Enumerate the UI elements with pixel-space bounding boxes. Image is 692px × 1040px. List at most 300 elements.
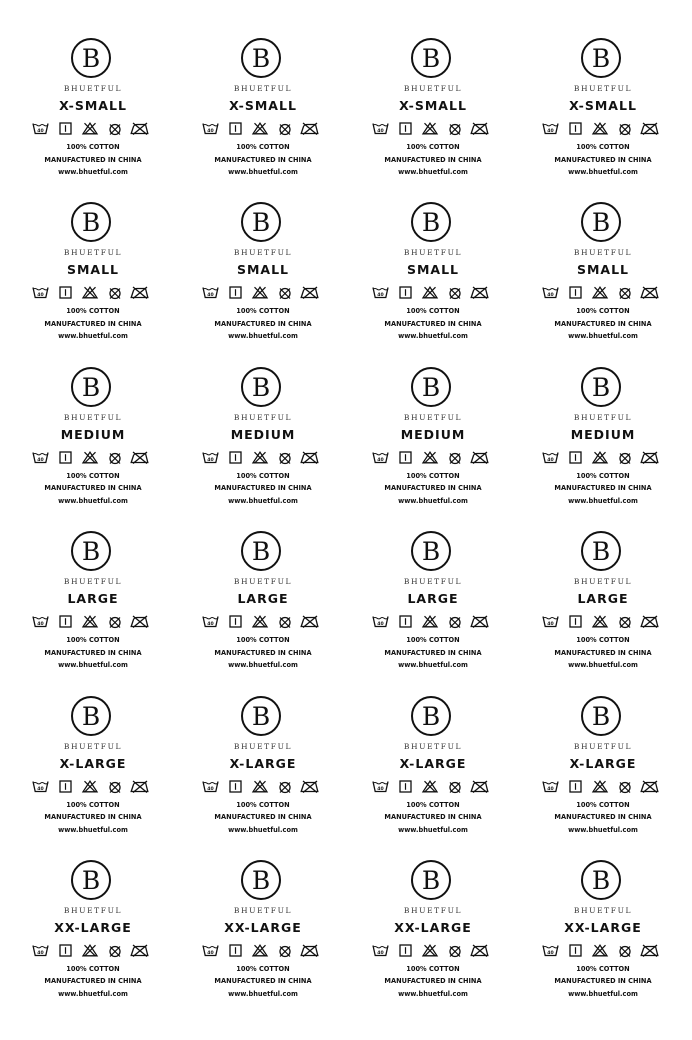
brand-name: BHUETFUL bbox=[403, 577, 463, 587]
do-not-dry-clean-icon bbox=[448, 286, 462, 300]
size-label: X-SMALL bbox=[569, 98, 637, 113]
brand-name: BHUETFUL bbox=[573, 84, 633, 93]
size-label: SMALL bbox=[236, 262, 290, 278]
brand-name: BHUETFUL bbox=[403, 412, 463, 422]
tumble-dry-icon bbox=[569, 944, 582, 957]
brand-name: BHUETFUL bbox=[63, 741, 123, 751]
clothing-label bbox=[8, 200, 178, 364]
do-not-dry-clean-icon bbox=[618, 122, 632, 136]
size-label: LARGE bbox=[237, 591, 289, 607]
brand-logo-icon: B bbox=[581, 531, 621, 571]
wash-temperature: 40 bbox=[207, 786, 214, 792]
material-text: 100% COTTON bbox=[406, 143, 460, 151]
website-text: www.bhuetful.com bbox=[228, 496, 298, 505]
clothing-label bbox=[8, 365, 178, 529]
brand-logo-icon: B bbox=[241, 38, 281, 78]
origin-text: MANUFACTURED IN CHINA bbox=[384, 977, 482, 986]
brand-logo-icon: B bbox=[581, 367, 621, 407]
wash-temperature: 40 bbox=[547, 457, 554, 463]
website-text: www.bhuetful.com bbox=[228, 825, 298, 834]
website-text: www.bhuetful.com bbox=[228, 332, 298, 341]
origin-text: MANUFACTURED IN CHINA bbox=[44, 484, 142, 493]
care-symbols bbox=[348, 780, 518, 796]
size-label: X-SMALL bbox=[59, 98, 127, 113]
origin-text: MANUFACTURED IN CHINA bbox=[214, 648, 312, 657]
wash-40-icon bbox=[202, 615, 219, 628]
care-symbols bbox=[348, 615, 518, 631]
do-not-dry-clean-icon bbox=[108, 286, 122, 300]
clothing-label bbox=[8, 858, 178, 1022]
wash-temperature: 40 bbox=[37, 622, 44, 628]
brand-name: BHUETFUL bbox=[63, 248, 123, 258]
care-symbols bbox=[518, 780, 688, 796]
wash-temperature: 40 bbox=[377, 786, 384, 792]
do-not-bleach-icon bbox=[592, 286, 608, 299]
do-not-bleach-icon bbox=[82, 944, 98, 957]
clothing-label bbox=[178, 36, 348, 200]
brand-name: BHUETFUL bbox=[233, 412, 293, 422]
origin-text: MANUFACTURED IN CHINA bbox=[554, 977, 652, 986]
clothing-label bbox=[518, 694, 688, 858]
tumble-dry-icon bbox=[399, 451, 412, 464]
brand-logo-icon: B bbox=[581, 38, 621, 78]
size-label: X-LARGE bbox=[399, 755, 467, 771]
care-symbols bbox=[8, 780, 178, 796]
brand-logo-icon: B bbox=[411, 367, 451, 407]
material-text: 100% COTTON bbox=[236, 471, 290, 480]
wash-temperature: 40 bbox=[377, 950, 384, 956]
do-not-iron-icon bbox=[300, 286, 319, 299]
website-text: www.bhuetful.com bbox=[398, 989, 468, 998]
brand-name: BHUETFUL bbox=[63, 577, 123, 587]
wash-temperature: 40 bbox=[37, 950, 44, 956]
website-text: www.bhuetful.com bbox=[568, 332, 638, 341]
brand-logo-icon: B bbox=[581, 696, 621, 736]
do-not-bleach-icon bbox=[252, 615, 268, 628]
do-not-iron-icon bbox=[470, 780, 489, 793]
website-text: www.bhuetful.com bbox=[398, 496, 468, 505]
wash-40-icon bbox=[202, 286, 219, 299]
brand-name: BHUETFUL bbox=[573, 412, 633, 422]
do-not-iron-icon bbox=[640, 615, 659, 628]
origin-text: MANUFACTURED IN CHINA bbox=[554, 813, 652, 822]
care-symbols bbox=[178, 451, 348, 467]
tumble-dry-icon bbox=[399, 780, 412, 793]
tumble-dry-icon bbox=[59, 286, 72, 299]
wash-40-icon bbox=[372, 122, 389, 135]
tumble-dry-icon bbox=[229, 944, 242, 957]
size-label: MEDIUM bbox=[60, 426, 126, 442]
material-text: 100% COTTON bbox=[236, 636, 290, 645]
brand-name: BHUETFUL bbox=[63, 412, 123, 422]
website-text: www.bhuetful.com bbox=[58, 332, 128, 341]
website-text: www.bhuetful.com bbox=[58, 825, 128, 834]
size-label: MEDIUM bbox=[230, 426, 296, 442]
brand-logo-icon: B bbox=[71, 531, 111, 571]
wash-40-icon bbox=[202, 780, 219, 793]
material-text: 100% COTTON bbox=[576, 471, 630, 480]
brand-name: BHUETFUL bbox=[403, 741, 463, 751]
brand-name: BHUETFUL bbox=[403, 84, 463, 93]
do-not-bleach-icon bbox=[422, 122, 438, 135]
care-symbols bbox=[178, 780, 348, 796]
tumble-dry-icon bbox=[59, 615, 72, 628]
origin-text: MANUFACTURED IN CHINA bbox=[214, 484, 312, 493]
do-not-bleach-icon bbox=[252, 122, 268, 135]
wash-40-icon bbox=[542, 122, 559, 135]
clothing-label bbox=[178, 694, 348, 858]
do-not-iron-icon bbox=[470, 286, 489, 299]
brand-name: BHUETFUL bbox=[573, 741, 633, 751]
size-label: X-LARGE bbox=[569, 755, 637, 771]
do-not-bleach-icon bbox=[82, 286, 98, 299]
material-text: 100% COTTON bbox=[236, 800, 290, 809]
material-text: 100% COTTON bbox=[576, 307, 630, 316]
tumble-dry-icon bbox=[59, 122, 72, 135]
material-text: 100% COTTON bbox=[236, 307, 290, 316]
size-label: XX-LARGE bbox=[564, 919, 642, 935]
tumble-dry-icon bbox=[569, 780, 582, 793]
clothing-label bbox=[8, 36, 178, 200]
tumble-dry-icon bbox=[229, 780, 242, 793]
clothing-label bbox=[518, 200, 688, 364]
do-not-iron-icon bbox=[640, 451, 659, 464]
wash-temperature: 40 bbox=[377, 622, 384, 628]
care-symbols bbox=[348, 286, 518, 302]
website-text: www.bhuetful.com bbox=[398, 661, 468, 670]
wash-40-icon bbox=[32, 780, 49, 793]
do-not-iron-icon bbox=[470, 615, 489, 628]
size-label: SMALL bbox=[66, 262, 120, 278]
do-not-iron-icon bbox=[470, 122, 489, 135]
wash-40-icon bbox=[32, 122, 49, 135]
material-text: 100% COTTON bbox=[406, 964, 460, 973]
do-not-bleach-icon bbox=[592, 451, 608, 464]
size-label: LARGE bbox=[407, 591, 459, 607]
website-text: www.bhuetful.com bbox=[228, 168, 298, 176]
tumble-dry-icon bbox=[59, 780, 72, 793]
origin-text: MANUFACTURED IN CHINA bbox=[214, 155, 312, 164]
clothing-label bbox=[348, 529, 518, 693]
clothing-label bbox=[518, 36, 688, 200]
website-text: www.bhuetful.com bbox=[398, 332, 468, 341]
do-not-iron-icon bbox=[130, 615, 149, 628]
material-text: 100% COTTON bbox=[236, 143, 290, 151]
brand-logo-icon: B bbox=[241, 202, 281, 242]
brand-logo-icon: B bbox=[71, 367, 111, 407]
tumble-dry-icon bbox=[399, 122, 412, 135]
clothing-label bbox=[8, 529, 178, 693]
size-label: XX-LARGE bbox=[394, 919, 472, 935]
wash-temperature: 40 bbox=[547, 950, 554, 956]
wash-40-icon bbox=[202, 944, 219, 957]
material-text: 100% COTTON bbox=[576, 964, 630, 973]
care-symbols bbox=[518, 286, 688, 302]
do-not-bleach-icon bbox=[422, 286, 438, 299]
do-not-bleach-icon bbox=[82, 780, 98, 793]
clothing-label bbox=[348, 36, 518, 200]
do-not-dry-clean-icon bbox=[278, 944, 292, 958]
material-text: 100% COTTON bbox=[576, 143, 630, 151]
tumble-dry-icon bbox=[569, 615, 582, 628]
origin-text: MANUFACTURED IN CHINA bbox=[44, 813, 142, 822]
tumble-dry-icon bbox=[399, 615, 412, 628]
brand-name: BHUETFUL bbox=[573, 248, 633, 258]
brand-logo-icon: B bbox=[241, 531, 281, 571]
do-not-bleach-icon bbox=[252, 286, 268, 299]
do-not-dry-clean-icon bbox=[108, 944, 122, 958]
material-text: 100% COTTON bbox=[66, 964, 120, 973]
tumble-dry-icon bbox=[229, 122, 242, 135]
do-not-iron-icon bbox=[300, 122, 319, 135]
do-not-bleach-icon bbox=[592, 615, 608, 628]
origin-text: MANUFACTURED IN CHINA bbox=[214, 977, 312, 986]
do-not-bleach-icon bbox=[422, 944, 438, 957]
do-not-iron-icon bbox=[640, 286, 659, 299]
origin-text: MANUFACTURED IN CHINA bbox=[44, 648, 142, 657]
origin-text: MANUFACTURED IN CHINA bbox=[554, 648, 652, 657]
brand-logo-icon: B bbox=[411, 38, 451, 78]
do-not-dry-clean-icon bbox=[278, 615, 292, 629]
brand-logo-icon: B bbox=[241, 367, 281, 407]
brand-logo-icon: B bbox=[241, 696, 281, 736]
care-symbols bbox=[178, 286, 348, 302]
do-not-dry-clean-icon bbox=[618, 944, 632, 958]
wash-temperature: 40 bbox=[207, 457, 214, 463]
material-text: 100% COTTON bbox=[66, 143, 120, 151]
do-not-iron-icon bbox=[300, 615, 319, 628]
size-label: X-SMALL bbox=[229, 98, 297, 113]
do-not-bleach-icon bbox=[422, 451, 438, 464]
clothing-label bbox=[178, 529, 348, 693]
website-text: www.bhuetful.com bbox=[398, 825, 468, 834]
wash-temperature: 40 bbox=[37, 457, 44, 463]
tumble-dry-icon bbox=[229, 286, 242, 299]
do-not-iron-icon bbox=[640, 780, 659, 793]
wash-40-icon bbox=[372, 944, 389, 957]
brand-name: BHUETFUL bbox=[233, 577, 293, 587]
tumble-dry-icon bbox=[59, 944, 72, 957]
do-not-dry-clean-icon bbox=[618, 451, 632, 465]
clothing-label bbox=[518, 365, 688, 529]
website-text: www.bhuetful.com bbox=[58, 168, 128, 176]
website-text: www.bhuetful.com bbox=[58, 661, 128, 670]
wash-40-icon bbox=[542, 451, 559, 464]
care-symbols bbox=[518, 944, 688, 960]
tumble-dry-icon bbox=[59, 451, 72, 464]
tumble-dry-icon bbox=[399, 944, 412, 957]
clothing-label bbox=[348, 694, 518, 858]
origin-text: MANUFACTURED IN CHINA bbox=[214, 319, 312, 328]
brand-logo-icon: B bbox=[71, 202, 111, 242]
wash-40-icon bbox=[542, 944, 559, 957]
do-not-iron-icon bbox=[130, 122, 149, 135]
tumble-dry-icon bbox=[229, 615, 242, 628]
origin-text: MANUFACTURED IN CHINA bbox=[44, 319, 142, 328]
brand-name: BHUETFUL bbox=[63, 905, 123, 915]
website-text: www.bhuetful.com bbox=[568, 496, 638, 505]
do-not-dry-clean-icon bbox=[448, 615, 462, 629]
size-label: SMALL bbox=[576, 262, 630, 278]
wash-temperature: 40 bbox=[547, 293, 554, 299]
brand-logo-icon: B bbox=[71, 38, 111, 78]
origin-text: MANUFACTURED IN CHINA bbox=[214, 813, 312, 822]
website-text: www.bhuetful.com bbox=[228, 989, 298, 998]
brand-name: BHUETFUL bbox=[233, 741, 293, 751]
brand-name: BHUETFUL bbox=[403, 905, 463, 915]
wash-temperature: 40 bbox=[377, 293, 384, 299]
do-not-bleach-icon bbox=[82, 451, 98, 464]
material-text: 100% COTTON bbox=[406, 636, 460, 645]
care-symbols bbox=[8, 451, 178, 467]
clothing-label bbox=[8, 694, 178, 858]
size-label: XX-LARGE bbox=[54, 919, 132, 935]
do-not-dry-clean-icon bbox=[108, 615, 122, 629]
origin-text: MANUFACTURED IN CHINA bbox=[384, 648, 482, 657]
wash-40-icon bbox=[372, 615, 389, 628]
do-not-iron-icon bbox=[300, 780, 319, 793]
care-symbols bbox=[348, 122, 518, 138]
do-not-iron-icon bbox=[470, 944, 489, 957]
do-not-iron-icon bbox=[130, 780, 149, 793]
brand-logo-icon: B bbox=[411, 860, 451, 900]
care-symbols bbox=[8, 944, 178, 960]
origin-text: MANUFACTURED IN CHINA bbox=[554, 155, 652, 164]
brand-name: BHUETFUL bbox=[233, 248, 293, 258]
wash-temperature: 40 bbox=[377, 457, 384, 463]
do-not-bleach-icon bbox=[422, 780, 438, 793]
wash-temperature: 40 bbox=[207, 293, 214, 299]
website-text: www.bhuetful.com bbox=[568, 661, 638, 670]
clothing-label bbox=[348, 365, 518, 529]
wash-temperature: 40 bbox=[37, 129, 44, 134]
brand-name: BHUETFUL bbox=[233, 905, 293, 915]
do-not-dry-clean-icon bbox=[448, 122, 462, 136]
material-text: 100% COTTON bbox=[66, 800, 120, 809]
do-not-iron-icon bbox=[300, 451, 319, 464]
do-not-iron-icon bbox=[130, 451, 149, 464]
wash-40-icon bbox=[32, 615, 49, 628]
wash-temperature: 40 bbox=[207, 622, 214, 628]
wash-temperature: 40 bbox=[377, 129, 384, 134]
clothing-label bbox=[178, 858, 348, 1022]
label-sheet bbox=[8, 36, 688, 1022]
website-text: www.bhuetful.com bbox=[568, 825, 638, 834]
material-text: 100% COTTON bbox=[66, 636, 120, 645]
do-not-dry-clean-icon bbox=[108, 780, 122, 794]
brand-name: BHUETFUL bbox=[573, 577, 633, 587]
wash-temperature: 40 bbox=[547, 622, 554, 628]
do-not-dry-clean-icon bbox=[278, 451, 292, 465]
wash-40-icon bbox=[372, 780, 389, 793]
wash-40-icon bbox=[372, 451, 389, 464]
tumble-dry-icon bbox=[229, 451, 242, 464]
do-not-bleach-icon bbox=[592, 944, 608, 957]
material-text: 100% COTTON bbox=[406, 471, 460, 480]
material-text: 100% COTTON bbox=[236, 964, 290, 973]
website-text: www.bhuetful.com bbox=[398, 168, 468, 176]
care-symbols bbox=[178, 122, 348, 138]
website-text: www.bhuetful.com bbox=[58, 989, 128, 998]
origin-text: MANUFACTURED IN CHINA bbox=[384, 319, 482, 328]
do-not-iron-icon bbox=[300, 944, 319, 957]
do-not-bleach-icon bbox=[422, 615, 438, 628]
do-not-bleach-icon bbox=[252, 780, 268, 793]
do-not-bleach-icon bbox=[82, 615, 98, 628]
brand-logo-icon: B bbox=[71, 696, 111, 736]
brand-logo-icon: B bbox=[411, 202, 451, 242]
wash-40-icon bbox=[32, 944, 49, 957]
tumble-dry-icon bbox=[569, 122, 582, 135]
website-text: www.bhuetful.com bbox=[58, 496, 128, 505]
do-not-dry-clean-icon bbox=[108, 451, 122, 465]
do-not-bleach-icon bbox=[252, 451, 268, 464]
material-text: 100% COTTON bbox=[66, 307, 120, 316]
brand-logo-icon: B bbox=[581, 860, 621, 900]
do-not-dry-clean-icon bbox=[278, 122, 292, 136]
website-text: www.bhuetful.com bbox=[568, 168, 638, 176]
tumble-dry-icon bbox=[569, 286, 582, 299]
care-symbols bbox=[178, 615, 348, 631]
care-symbols bbox=[518, 451, 688, 467]
clothing-label bbox=[518, 858, 688, 1022]
material-text: 100% COTTON bbox=[406, 307, 460, 316]
brand-logo-icon: B bbox=[71, 860, 111, 900]
size-label: MEDIUM bbox=[400, 426, 466, 442]
origin-text: MANUFACTURED IN CHINA bbox=[384, 484, 482, 493]
do-not-iron-icon bbox=[470, 451, 489, 464]
care-symbols bbox=[8, 122, 178, 138]
do-not-dry-clean-icon bbox=[448, 451, 462, 465]
wash-40-icon bbox=[32, 286, 49, 299]
origin-text: MANUFACTURED IN CHINA bbox=[44, 155, 142, 164]
clothing-label bbox=[178, 200, 348, 364]
wash-40-icon bbox=[542, 780, 559, 793]
wash-40-icon bbox=[32, 451, 49, 464]
material-text: 100% COTTON bbox=[406, 800, 460, 809]
origin-text: MANUFACTURED IN CHINA bbox=[384, 155, 482, 164]
brand-name: BHUETFUL bbox=[233, 84, 293, 93]
brand-name: BHUETFUL bbox=[403, 248, 463, 258]
material-text: 100% COTTON bbox=[576, 800, 630, 809]
care-symbols bbox=[8, 615, 178, 631]
care-symbols bbox=[518, 122, 688, 138]
origin-text: MANUFACTURED IN CHINA bbox=[44, 977, 142, 986]
origin-text: MANUFACTURED IN CHINA bbox=[384, 813, 482, 822]
do-not-iron-icon bbox=[640, 944, 659, 957]
origin-text: MANUFACTURED IN CHINA bbox=[554, 319, 652, 328]
do-not-dry-clean-icon bbox=[618, 780, 632, 794]
wash-40-icon bbox=[542, 286, 559, 299]
brand-logo-icon: B bbox=[411, 696, 451, 736]
website-text: www.bhuetful.com bbox=[228, 661, 298, 670]
tumble-dry-icon bbox=[399, 286, 412, 299]
do-not-bleach-icon bbox=[82, 122, 98, 135]
brand-logo-icon: B bbox=[581, 202, 621, 242]
size-label: X-LARGE bbox=[59, 755, 127, 771]
care-symbols bbox=[178, 944, 348, 960]
wash-temperature: 40 bbox=[37, 786, 44, 792]
do-not-dry-clean-icon bbox=[448, 780, 462, 794]
clothing-label bbox=[348, 200, 518, 364]
tumble-dry-icon bbox=[569, 451, 582, 464]
wash-temperature: 40 bbox=[37, 293, 44, 299]
size-label: X-LARGE bbox=[229, 755, 297, 771]
size-label: X-SMALL bbox=[399, 98, 467, 113]
do-not-iron-icon bbox=[130, 286, 149, 299]
clothing-label bbox=[518, 529, 688, 693]
size-label: LARGE bbox=[67, 591, 119, 607]
